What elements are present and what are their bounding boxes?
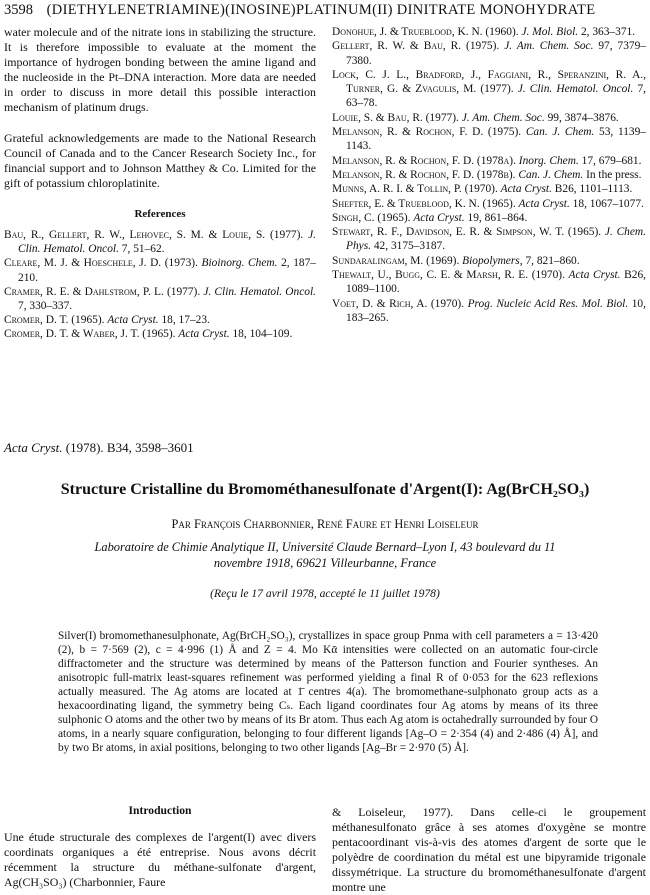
references-heading: References [134,208,186,220]
reference-list-right [332,25,646,325]
reference-item: Melanson, R. & Rochon, F. D. (1978a). Inorg. Chem. 17, 679–681. [332,154,642,167]
article-title: Structure Cristalline du Bromométhanesulfonate d'Argent(I): Ag(BrCH₂SO₃) [60,481,590,498]
reference-item: Singh, C. (1965). Acta Cryst. 19, 861–864. [332,211,528,224]
left-column [4,25,316,342]
section-heading-introduction: Introduction [128,804,192,817]
acknowledgements: Grateful acknowledgements are made to the National Research Council of Canada and to the Cancer Research Society Inc., for financial support and to Johnson Matthey & Co. Limited for the gift of potassium chloroplatinite. [4,131,316,190]
body-text-continuation: water molecule and of the nitrate ions in stabilizing the structure. It is therefore impossible to evaluate at the moment the importance of hydrogen bonding between the amine ligand and the nucleoside in the Pt–DNA interaction. More data are needed in order to discuss in more detail this possible interaction mechanism of platinum drugs. [4,25,316,114]
received-dates: (Reçu le 17 avril 1978, accepté le 11 juillet 1978) [210,587,440,600]
article-authors: Par François Charbonnier, René Faure et Henri Loiseleur [171,517,479,531]
reference-item: Voet, D. & Rich, A. (1970). Prog. Nucleic Acid Res. Mol. Biol. 10, 183–265. [332,297,646,324]
reference-item: Gellert, R. W. & Bau, R. (1975). J. Am. Chem. Soc. 97, 7379–7380. [332,40,647,67]
author-affiliation: Laboratoire de Chimie Analytique II, Université Claude Bernard–Lyon I, 43 boulevard du 11 novembre 1918, 69621 Villeurbanne, France [94,540,556,570]
reference-item: Cramer, R. E. & Dahlstrom, P. L. (1977). J. Clin. Hematol. Oncol. 7, 330–337. [4,285,316,313]
running-header [4,2,646,18]
reference-item: Thewalt, U., Bugg, C. E. & Marsh, R. E. (1970). Acta Cryst. B26, 1089–1100. [332,269,646,296]
reference-item: Cromer, D. T. & Waber, J. T. (1965). Acta Cryst. 18, 104–109. [4,328,293,341]
reference-item: Louie, S. & Bau, R. (1977). J. Am. Chem. Soc. 99, 3874–3876. [332,111,619,124]
reference-item: Sundaralingam, M. (1969). Biopolymers, 7, 821–860. [332,254,580,267]
page-number: 3598 [4,2,33,18]
reference-item: Shefter, E. & Trueblood, K. N. (1965). Acta Cryst. 18, 1067–1077. [332,197,644,210]
reference-list-left [4,228,316,342]
reference-item: Cromer, D. T. (1965). Acta Cryst. 18, 17–23. [4,314,210,327]
introduction-text-right: & Loiseleur, 1977). Dans celle-ci le groupement méthanesulfonato grâce à ses atomes d'oxygène se montre pentacoordinant vis-à-vis des atomes d'argent de sorte que le polyèdre de coordination du métal est une bipyramide trigonale dissymétrique. La structure du bromométhanesulfonate d'argent montre une [332,805,646,894]
reference-item: Lock, C. J. L., Bradford, J., Faggiani, R., Speranzini, R. A., Turner, G. & Zvagulis, M. (1977). J. Clin. Hematol. Oncol. 7, 63–78. [332,68,646,110]
reference-item: Munns, A. R. I. & Tollin, P. (1970). Acta Cryst. B26, 1101–1113. [332,183,633,196]
reference-item: Melanson, R. & Rochon, F. D. (1975). Can. J. Chem. 53, 1139–1143. [332,126,647,153]
reference-item: Bau, R., Gellert, R. W., Lehovec, S. M. & Louie, S. (1977). J. Clin. Hematol. Oncol. 7, 51–62. [4,229,316,256]
reference-item: Donohue, J. & Trueblood, K. N. (1960). J. Mol. Biol. 2, 363–371. [332,26,636,38]
journal-citation: Acta Cryst. (1978). B34, 3598–3601 [4,440,194,455]
right-column [332,25,646,325]
abstract: Silver(I) bromomethanesulphonate, Ag(BrCH₂SO₃), crystallizes in space group Pnma with cell parameters a = 13·420 (2), b = 7·569 (2), c = 4·996 (1) Å and Z = 4. Mo Kᾱ intensities were collected on an automatic four-circle diffractometer and the structure was determined by means of the Patterson function and Fourier syntheses. An anisotropic full-matrix least-squares refinement was performed yielding a final R of 0·053 for the 623 reflexions actually measured. The Ag atoms are located at 1̄ centres 4(a). The bromomethane-sulphonato group acts as a hexacoordinating ligand, the symmetry being Cₛ. Each ligand coordinates four Ag atoms by means of its three sulphonic O atoms and the other two by means of its Br atom. Thus each Ag atom is octahedrally surrounded by four O atoms, in a nearly square configuration, belonging to four different ligands [Ag–O = 2·354 (4) and 2·486 (4) Å], and by two Br atoms, in axial positions, belonging to two other ligands [Ag–Br = 2·970 (5) Å]. [58,630,598,754]
reference-item: Melanson, R. & Rochon, F. D. (1978b). Can. J. Chem. In the press. [332,168,642,181]
introduction-text-left: Une étude structurale des complexes de l'argent(I) avec divers coordinats organiques a été entreprise. Nous avons décrit récemment la structure du méthane-sulfonate d'argent, Ag(CH₃SO₃) (Charbonnier, Faure [4,830,316,889]
running-title: (DIETHYLENETRIAMINE)(INOSINE)PLATINUM(II) DINITRATE MONOHYDRATE [46,2,596,18]
reference-item: Stewart, R. F., Davidson, E. R. & Simpson, W. T. (1965). J. Chem. Phys. 42, 3175–3187. [332,226,646,253]
reference-item: Cleare, M. J. & Hoeschele, J. D. (1973). Bioinorg. Chem. 2, 187–210. [4,257,316,284]
